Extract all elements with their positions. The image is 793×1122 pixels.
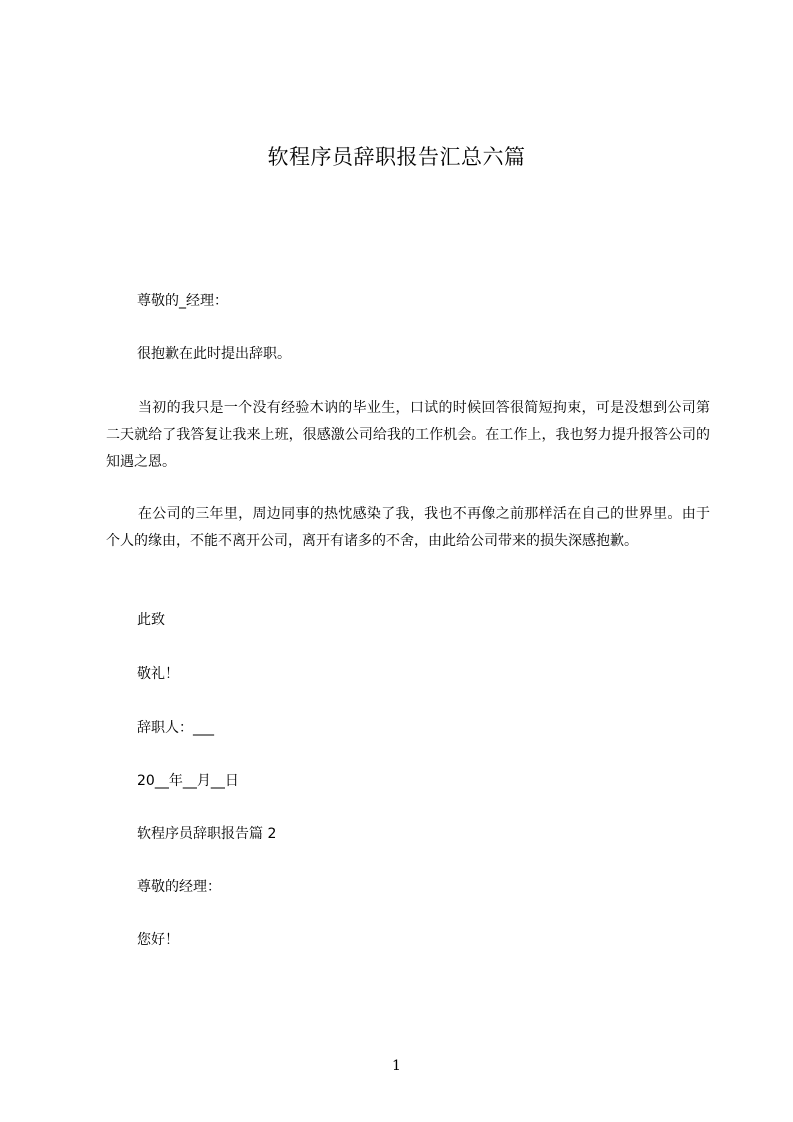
body-paragraph-1: 当初的我只是一个没有经验木讷的毕业生，口试的时候回答很简短拘束，可是没想到公司第二天就给了我答复让我来上班，很感激公司给我的工作机会。在工作上，我也努力提升报答公司的知遇之恩。 <box>106 400 710 470</box>
closing-line-1: 此致 <box>137 612 165 628</box>
page-number: 1 <box>392 1058 401 1074</box>
closing-line-2: 敬礼！ <box>137 666 179 682</box>
section-2-salutation: 尊敬的经理： <box>137 879 221 895</box>
date-line: 20__年__月__日 <box>137 773 239 789</box>
salutation: 尊敬的_经理： <box>137 293 228 309</box>
body-paragraph-2: 在公司的三年里，周边同事的热忱感染了我，我也不再像之前那样活在自己的世界里。由于个人的缘由，不能不离开公司，离开有诸多的不舍，由此给公司带来的损失深感抱歉。 <box>106 506 710 549</box>
signature-line: 辞职人：___ <box>137 720 214 736</box>
document-title: 软程序员辞职报告汇总六篇 <box>267 145 526 169</box>
section-2-heading: 软程序员辞职报告篇 2 <box>137 826 277 842</box>
section-2-greeting: 您好！ <box>137 932 179 948</box>
opening-line: 很抱歉在此时提出辞职。 <box>137 346 291 362</box>
